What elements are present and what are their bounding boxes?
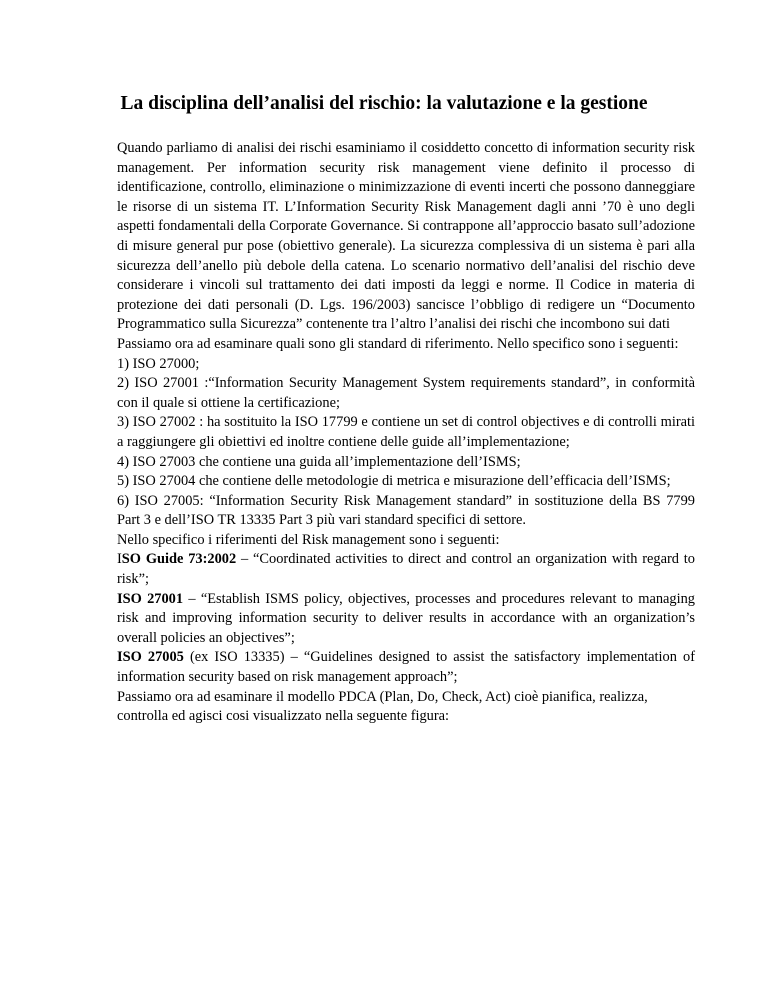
standard-item: 1) ISO 27000; [117,355,200,372]
standards-intro: Passiamo ora ad esaminare quali sono gli standard di riferimento. Nello specifico sono i seguenti: [117,335,679,352]
closing-paragraph: Passiamo ora ad esaminare il modello PDCA (Plan, Do, Check, Act) cioè pianifica, realizza, controlla ed agisci cosi visualizzato nella seguente figura: [117,688,648,725]
risk-intro: Nello specifico i riferimenti del Risk management sono i seguenti: [117,531,500,548]
standard-item: 5) ISO 27004 che contiene delle metodologie di metrica e misurazione dell’efficacia dell’ISMS; [117,473,671,490]
risk-reference [117,550,695,589]
risk-reference-text: – “Coordinated activities to direct and control an organization with regard to risk”; [117,551,695,588]
risk-reference-text: – “Establish ISMS policy, objectives, processes and procedures relevant to managing risk and improving information security to deliver results in accordance with an organization’s overall policies an objectives”; [117,590,696,646]
risk-reference-name: ISO 27005 [117,649,184,666]
standard-item: 6) ISO 27005: “Information Security Risk Management standard” in sostituzione della BS 7799 Part 3 e dell’ISO TR 13335 Part 3 più vari standard specifici di settore. [117,492,695,529]
risk-reference-prefix: I [117,551,122,568]
risk-reference [117,590,695,649]
document-body [117,139,695,727]
intro-paragraph: Quando parliamo di analisi dei rischi esaminiamo il cosiddetto concetto di information security risk management. Per information security risk management viene definito il processo di identificazione, controllo, eliminazione o minimizzazione di eventi incerti che possono danneggiare le risorse di un sistema IT. L’Information Security Risk Management dagli anni ’70 è uno degli aspetti fondamentali della Corporate Governance. Si contrappone all’approccio basato sull’adozione di misure general pur pose (obiettivo generale). La sicurezza complessiva di un sistema è pari alla sicurezza dell’anello più debole della catena. Lo scenario normativo dell’analisi del rischio deve considerare i vincoli sul trattamento dei dati imposti da leggi e norme. Il Codice in materia di protezione dei dati personali (D. Lgs. 196/2003) sancisce l’obbligo di redigere un “Documento Programmatico sulla Sicurezza” contenente tra l’altro l’analisi dei rischi che incombono sui dati [117,140,695,333]
risk-reference-name: SO Guide 73:2002 [121,551,237,568]
document-title: La disciplina dell’analisi del rischio: la valutazione e la gestione [120,93,648,114]
risk-reference-text: (ex ISO 13335) – “Guidelines designed to assist the satisfactory implementation of information security based on risk management approach”; [117,649,696,686]
risk-reference-name: ISO 27001 [117,590,184,607]
standard-item: 3) ISO 27002 : ha sostituito la ISO 17799 e contiene un set di control objectives e di controlli mirati a raggiungere gli obiettivi ed inoltre contiene delle guide all’implementazione; [117,414,695,450]
risk-reference [117,648,695,687]
standard-item: 2) ISO 27001 :“Information Security Management System requirements standard”, in conformità con il quale si ottiene la certificazione; [117,375,695,411]
standard-item: 4) ISO 27003 che contiene una guida all’implementazione dell’ISMS; [117,453,521,470]
